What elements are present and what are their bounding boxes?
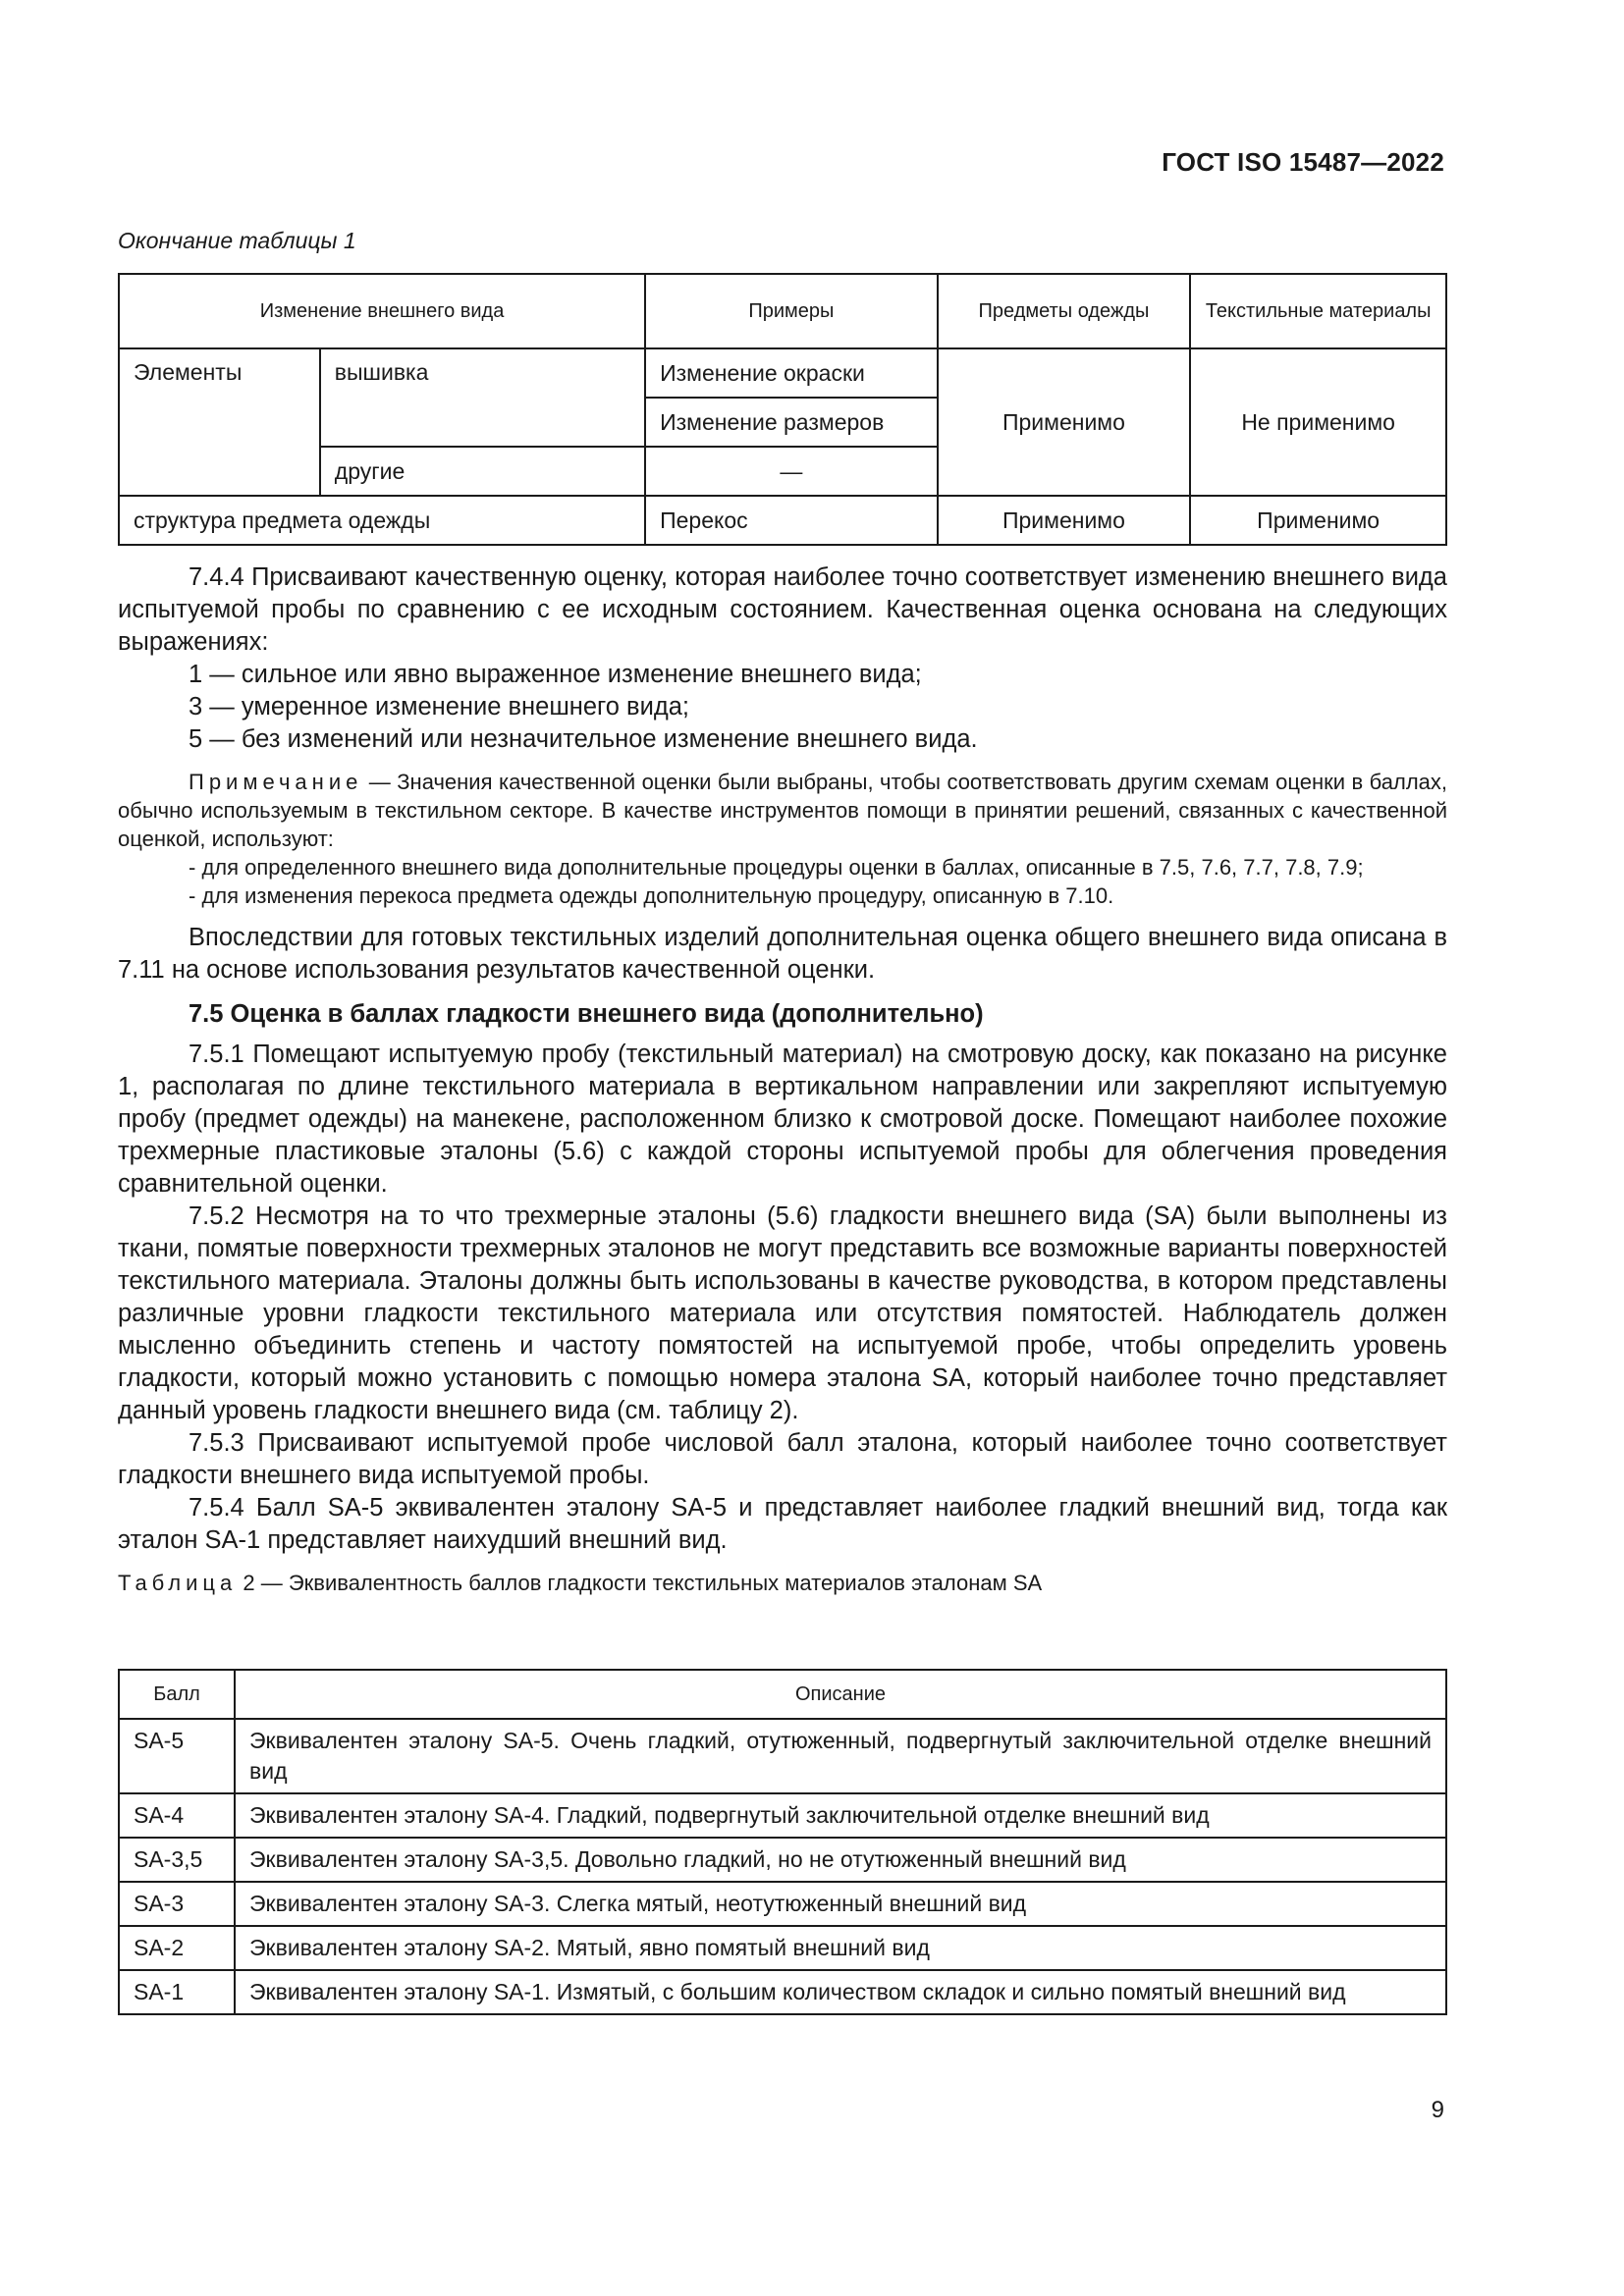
table2-caption-text: 2 — Эквивалентность баллов гладкости текстильных материалов эталонам SA: [237, 1571, 1043, 1595]
table1-cell-other: другие: [320, 447, 645, 496]
paragraph-7-5-4: 7.5.4 Балл SA-5 эквивалентен эталону SA-5 и представляет наиболее гладкий внешний вид, тогда как эталон SA-1 представляет наихудший внешний вид.: [118, 1494, 1447, 1554]
table2-score: SA-3,5: [119, 1838, 235, 1882]
table1-header-examples: Примеры: [645, 274, 938, 348]
table1-cell-embroidery: вышивка: [320, 348, 645, 447]
table1-header-garments: Предметы одежды: [938, 274, 1191, 348]
table-row: [119, 1719, 1446, 1793]
table1-header-appearance-change: Изменение внешнего вида: [119, 274, 645, 348]
document-number: ГОСТ ISO 15487—2022: [1162, 147, 1444, 177]
table-row: [119, 1926, 1446, 1970]
table1-header-row: [119, 274, 1446, 348]
paragraph-after-note: Впоследствии для готовых текстильных изделий дополнительная оценка общего внешнего вида описана в 7.11 на основе использования результатов качественной оценки.: [118, 924, 1447, 984]
table-row: [119, 348, 1446, 398]
table-row: [119, 496, 1446, 545]
table2-description: Эквивалентен эталону SA-4. Гладкий, подвергнутый заключительной отделке внешний вид: [235, 1793, 1446, 1838]
table2-score: SA-2: [119, 1926, 235, 1970]
paragraph-7-5-2: 7.5.2 Несмотря на то что трехмерные эталоны (5.6) гладкости внешнего вида (SA) были выполнены из ткани, помятые поверхности трехмерных эталонов не могут представить все возможные варианты поверхностей текстильного материала. Эталоны должны быть использованы в качестве руководства, в котором представлены различные уровни гладкости текстильного материала или отсутствия помятостей. Наблюдатель должен мысленно объединить степень и частоту помятостей на испытуемой пробе, чтобы определить уровень гладкости, который можно установить с помощью номера эталона SA, который наиболее точно представляет данный уровень гладкости внешнего вида (см. таблицу 2).: [118, 1202, 1447, 1424]
list-item: 5 — без изменений или незначительное изменение внешнего вида.: [189, 725, 978, 753]
table1-cell-elements: Элементы: [119, 348, 320, 496]
table-row: [119, 1882, 1446, 1926]
table1-cell-structure: структура предмета одежды: [119, 496, 645, 545]
table2-description: Эквивалентен эталону SA-5. Очень гладкий, отутюженный, подвергнутый заключительной отделке внешний вид: [235, 1719, 1446, 1793]
table1: [118, 273, 1447, 546]
table2-caption-label: Таблица: [118, 1571, 238, 1595]
table1-cell-other-example: —: [645, 447, 938, 496]
table2-header-description: Описание: [235, 1670, 1446, 1719]
table2-score: SA-4: [119, 1793, 235, 1838]
table1-cell-structure-example: Перекос: [645, 496, 938, 545]
table2-description: Эквивалентен эталону SA-2. Мятый, явно помятый внешний вид: [235, 1926, 1446, 1970]
table2-description: Эквивалентен эталону SA-3. Слегка мятый, неотутюженный внешний вид: [235, 1882, 1446, 1926]
note-body: — Значения качественной оценки были выбраны, чтобы соответствовать другим схемам оценки в баллах, обычно используемым в текстильном секторе. В качестве инструментов помощи в принятии решений, связанных с качественной оценкой, используют:: [118, 770, 1447, 851]
table2-score: SA-3: [119, 1882, 235, 1926]
table-row: [119, 1793, 1446, 1838]
table1-cell-color-change: Изменение окраски: [645, 348, 938, 398]
note: [118, 768, 1447, 853]
table1-caption: Окончание таблицы 1: [118, 228, 356, 253]
table2: [118, 1669, 1447, 2015]
table1-cell-size-change: Изменение размеров: [645, 398, 938, 447]
table2-header-score: Балл: [119, 1670, 235, 1719]
paragraph-7-5-1: 7.5.1 Помещают испытуемую пробу (текстильный материал) на смотровую доску, как показано на рисунке 1, располагая по длине текстильного материала в вертикальном направлении или закрепляют испытуемую пробу (предмет одежды) на манекене, расположенном близко к смотровой доске. Помещают наиболее похожие трехмерные пластиковые эталоны (5.6) с каждой стороны испытуемой пробы для облегчения проведения сравнительной оценки.: [118, 1041, 1447, 1198]
table2-description: Эквивалентен эталону SA-1. Измятый, с большим количеством складок и сильно помятый внешний вид: [235, 1970, 1446, 2014]
table-row: [119, 1838, 1446, 1882]
table2-score: SA-1: [119, 1970, 235, 2014]
table2-caption: [118, 1569, 1447, 1597]
note-item: - для определенного внешнего вида дополнительные процедуры оценки в баллах, описанные в 7.5, 7.6, 7.7, 7.8, 7.9;: [189, 855, 1364, 880]
table1-cell-embroidery-garment: Применимо: [938, 348, 1191, 496]
paragraph-7-4-4: 7.4.4 Присваивают качественную оценку, которая наиболее точно соответствует изменению внешнего вида испытуемой пробы по сравнению с ее исходным состоянием. Качественная оценка основана на следующих выражениях:: [118, 563, 1447, 656]
note-label: Примечание: [189, 770, 363, 794]
table2-description: Эквивалентен эталону SA-3,5. Довольно гладкий, но не отутюженный внешний вид: [235, 1838, 1446, 1882]
table1-cell-structure-garment: Применимо: [938, 496, 1191, 545]
table1-header-textiles: Текстильные материалы: [1190, 274, 1446, 348]
page-number: 9: [1431, 2097, 1444, 2123]
paragraph-7-5-3: 7.5.3 Присваивают испытуемой пробе числовой балл эталона, который наиболее точно соответствует гладкости внешнего вида испытуемой пробы.: [118, 1429, 1447, 1489]
body-text: [118, 561, 1447, 1597]
table1-cell-structure-textile: Применимо: [1190, 496, 1446, 545]
note-item: - для изменения перекоса предмета одежды дополнительную процедуру, описанную в 7.10.: [189, 883, 1114, 908]
list-item: 1 — сильное или явно выраженное изменение внешнего вида;: [189, 661, 922, 688]
section-title-7-5: 7.5 Оценка в баллах гладкости внешнего вида (дополнительно): [189, 1000, 984, 1028]
table2-score: SA-5: [119, 1719, 235, 1793]
list-item: 3 — умеренное изменение внешнего вида;: [189, 693, 689, 721]
table1-cell-embroidery-textile: Не применимо: [1190, 348, 1446, 496]
table2-header-row: [119, 1670, 1446, 1719]
table-row: [119, 1970, 1446, 2014]
